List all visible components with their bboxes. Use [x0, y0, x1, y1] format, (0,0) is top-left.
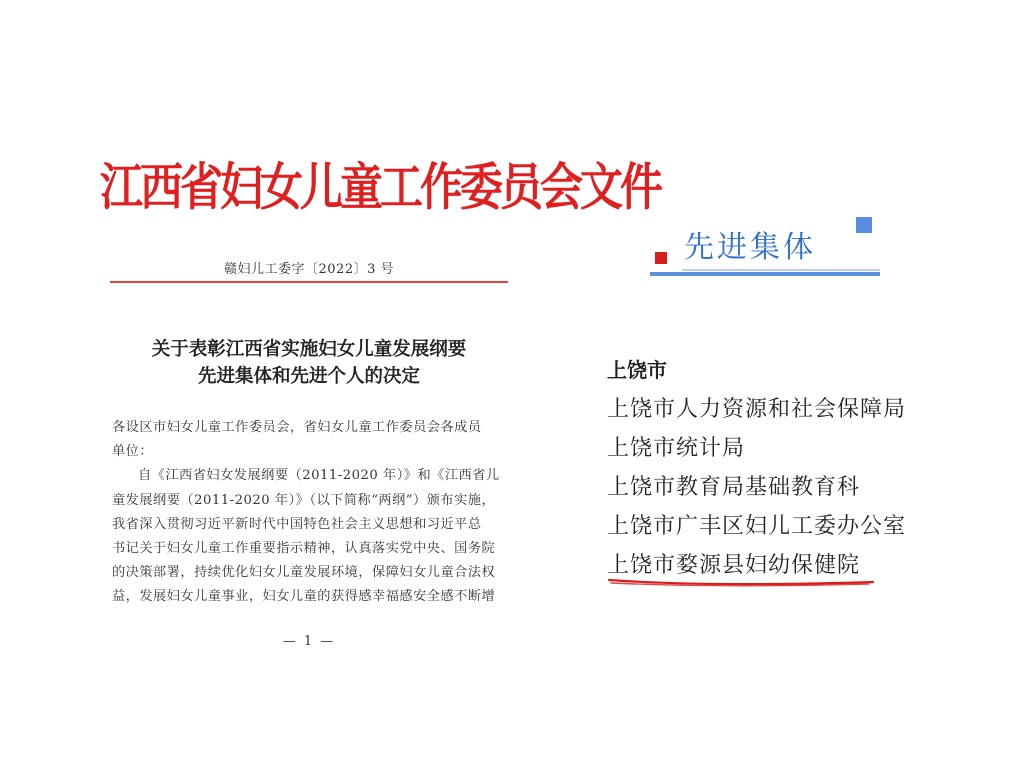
unit-item: 上饶市教育局基础教育科 [607, 475, 861, 500]
salutation-line-2: 单位： [112, 444, 154, 460]
title-line-1: 关于表彰江西省实施妇女儿童发展纲要 [151, 339, 467, 360]
body-line-3: 我省深入贯彻习近平新时代中国特色社会主义思想和习近平总 [112, 516, 482, 532]
body-line-2: 童发展纲要（2011-2020 年）》（以下简称“两纲”）颁布实施， [112, 492, 496, 508]
body-line-5: 的决策部署，持续优化妇女儿童发展环境，保障妇女儿童合法权 [112, 565, 496, 581]
blue-square-decoration [856, 217, 872, 233]
red-square-decoration [655, 252, 667, 264]
body-line-6: 益，发展妇女儿童事业，妇女儿童的获得感幸福感安全感不断增 [112, 589, 496, 605]
red-hand-underline [607, 575, 875, 589]
body-line-1: 自《江西省妇女发展纲要（2011-2020 年）》和《江西省儿 [138, 468, 500, 484]
document-title [110, 336, 508, 390]
unit-item: 上饶市广丰区妇儿工委办公室 [607, 514, 907, 539]
page-number: — 1 — [282, 634, 336, 649]
city-heading: 上饶市 [607, 358, 667, 382]
banner-title: 先进集体 [684, 230, 816, 265]
unit-item-highlighted: 上饶市婺源县妇幼保健院 [607, 553, 861, 578]
unit-list [607, 390, 906, 585]
body-line-4: 书记关于妇女儿童工作重要指示精神，认真落实党中央、国务院 [112, 541, 496, 557]
header-divider [110, 281, 508, 283]
document-number: 赣妇儿工委字〔2022〕3 号 [224, 262, 394, 277]
document-header: 江西省妇女儿童工作委员会文件 [100, 158, 660, 218]
unit-item: 上饶市人力资源和社会保障局 [607, 397, 907, 422]
advanced-collective-banner [650, 212, 890, 280]
document-body [112, 416, 510, 610]
banner-underline-light [682, 269, 880, 271]
banner-underline [650, 272, 880, 276]
title-line-2: 先进集体和先进个人的决定 [197, 366, 420, 387]
unit-item: 上饶市统计局 [607, 436, 746, 461]
salutation-line-1: 各设区市妇女儿童工作委员会，省妇女儿童工作委员会各成员 [112, 420, 482, 435]
